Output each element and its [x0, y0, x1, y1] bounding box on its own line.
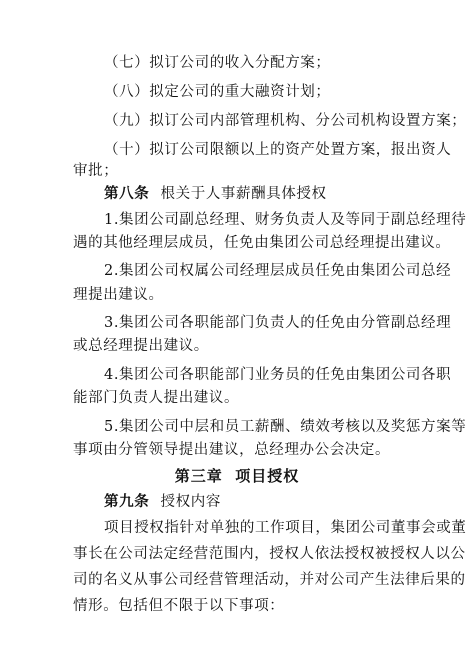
item-8: （八）拟定公司的重大融资计划；	[104, 84, 331, 100]
article-8-para-1-line-1: 1.集团公司副总经理、财务负责人及等同于副总经理待	[104, 212, 467, 228]
article-9-heading	[104, 492, 221, 512]
item-9: （九）拟订公司内部管理机构、分公司机构设置方案；	[104, 113, 467, 129]
article-8-title: 根关于人事薪酬具体授权	[160, 186, 327, 202]
article-9-line-1: 项目授权指针对单独的工作项目，集团公司董事会或董	[104, 520, 467, 536]
article-8-heading	[104, 184, 327, 204]
article-9-line-2: 事长在公司法定经营范围内，授权人依法授权被授权人以公	[73, 546, 466, 562]
article-9-label: 第九条	[104, 494, 150, 510]
article-8-para-4-line-1: 4.集团公司各职能部门业务员的任免由集团公司各职	[104, 367, 452, 383]
item-10-line-1: （十）拟订公司限额以上的资产处置方案，报出资人	[104, 142, 452, 158]
article-8-para-3-line-1: 3.集团公司各职能部门负责人的任免由分管副总经理	[104, 315, 452, 331]
article-9-line-3: 司的名义从事公司经营管理活动，并对公司产生法律后果的	[73, 572, 466, 588]
article-9-title: 授权内容	[160, 494, 221, 510]
article-8-para-1-line-2: 遇的其他经理层成员，任免由集团公司总经理提出建议。	[73, 235, 451, 251]
article-8-para-4-line-2: 能部门负责人提出建议。	[73, 390, 240, 406]
article-8-para-5-line-1: 5.集团公司中层和员工薪酬、绩效考核以及奖惩方案等	[104, 419, 467, 435]
article-8-para-3-line-2: 或总经理提出建议。	[73, 338, 209, 354]
article-8-label: 第八条	[104, 186, 150, 202]
article-8-para-2-line-2: 理提出建议。	[73, 287, 164, 303]
item-7: （七）拟订公司的收入分配方案；	[104, 55, 331, 71]
article-8-para-2-line-1: 2.集团公司权属公司经理层成员任免由集团公司总经	[104, 263, 452, 279]
article-9-line-4: 情形。包括但不限于以下事项：	[73, 598, 285, 614]
chapter-3-heading: 第三章 项目授权	[174, 467, 300, 485]
item-10-line-2: 审批；	[73, 163, 119, 179]
article-8-para-5-line-2: 事项由分管领导提出建议，总经理办公会决定。	[73, 442, 391, 458]
